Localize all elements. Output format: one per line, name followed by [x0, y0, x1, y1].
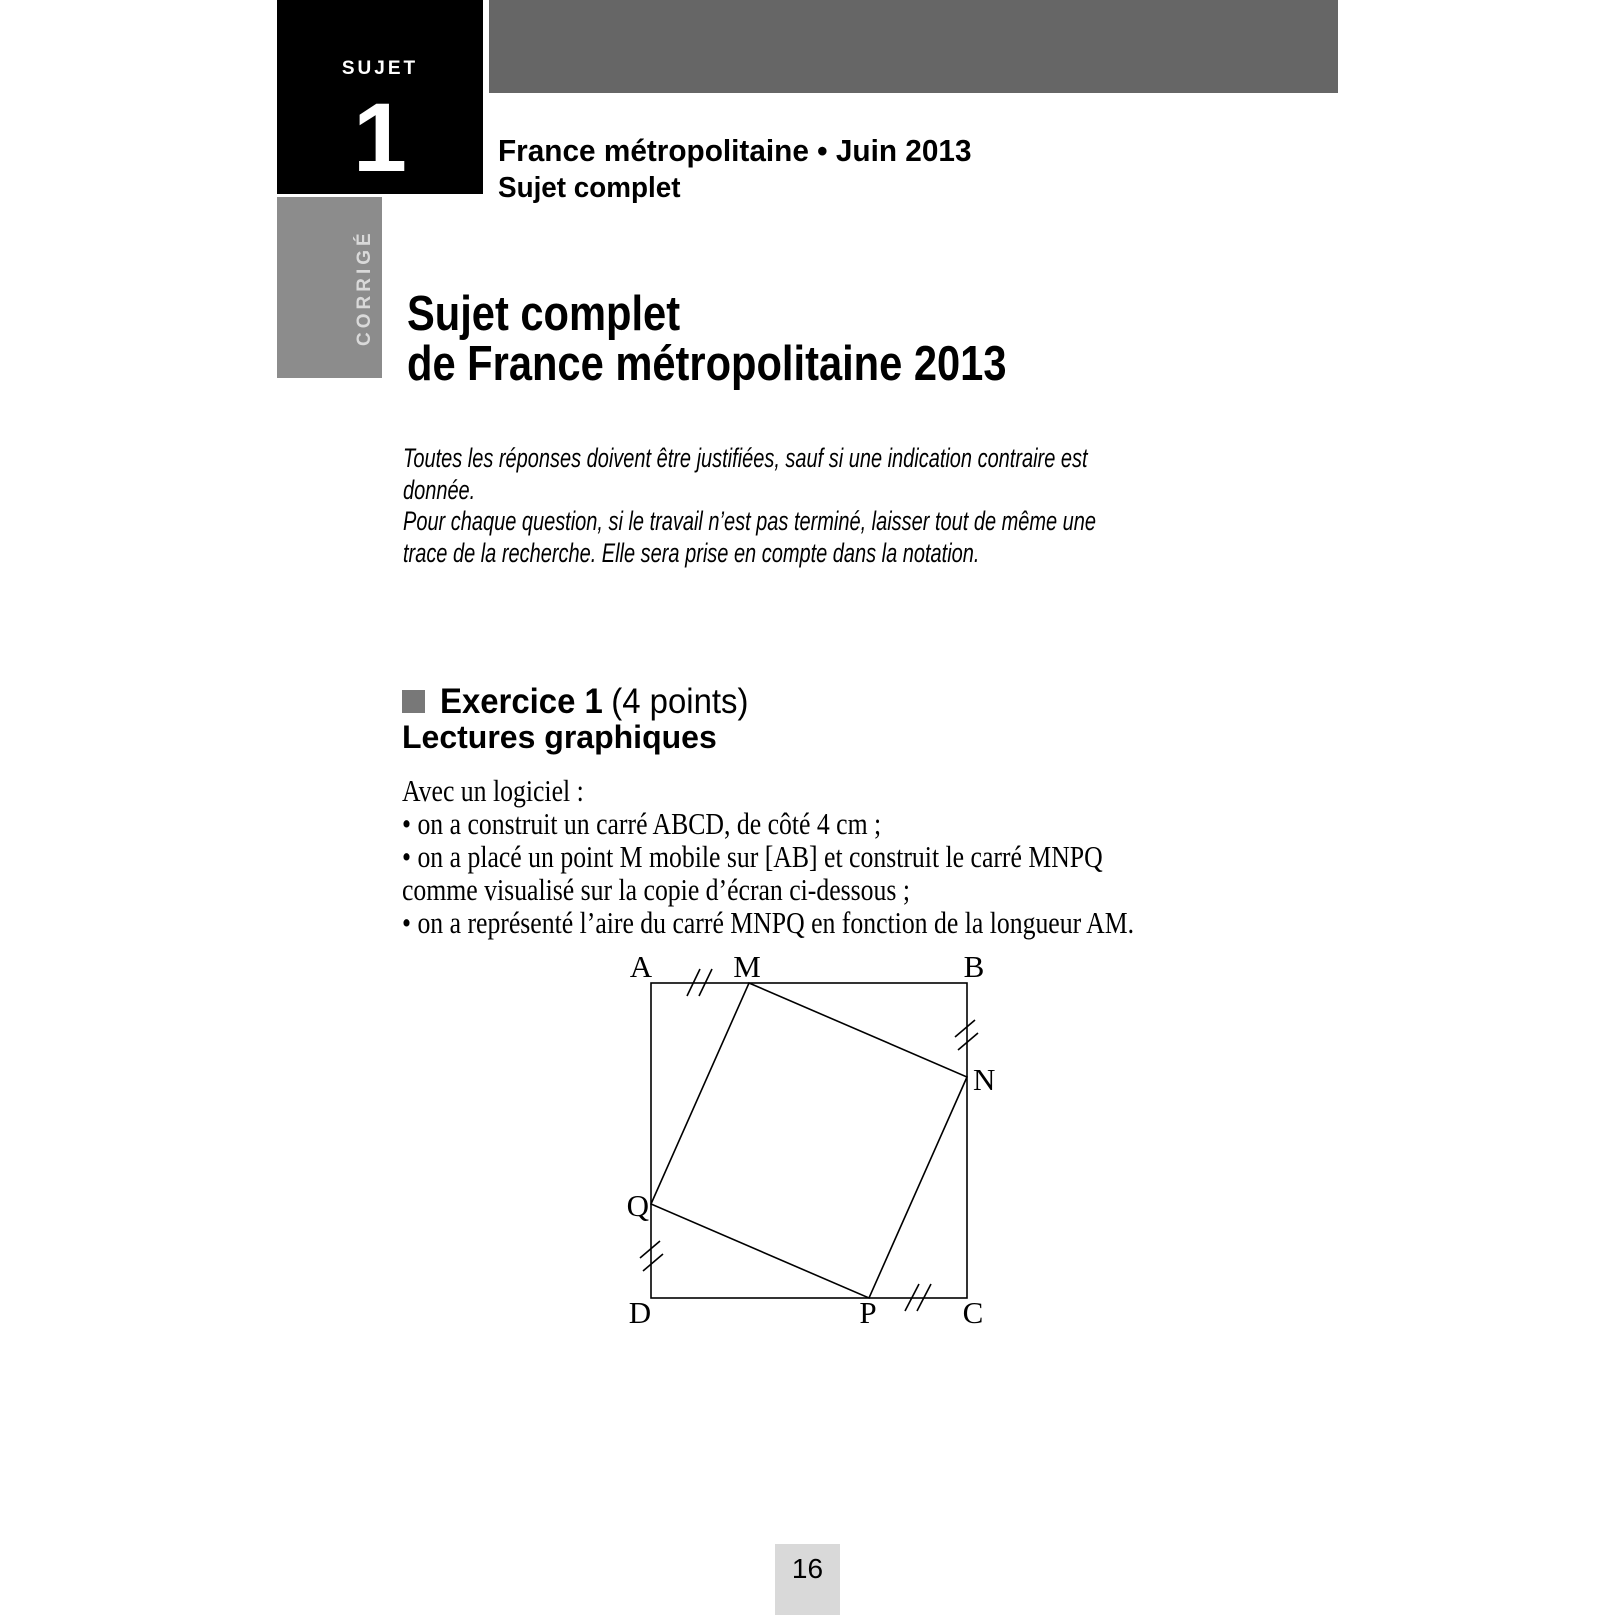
vertex-label-q: Q — [626, 1188, 649, 1223]
page-number-box — [775, 1544, 840, 1615]
sujet-tab — [277, 0, 483, 194]
vertex-label-n: N — [973, 1062, 996, 1097]
vertex-label-b: B — [963, 949, 985, 984]
exercise-bullet-square — [402, 690, 425, 713]
page-number: 16 — [791, 1553, 824, 1584]
sujet-tab-number: 1 — [353, 83, 407, 192]
exercise-body-text: Avec un logiciel : • on a construit un carré ABCD, de côté 4 cm ; • on a placé un point M mobile sur [AB] et construit le carré MNPQ comme visualisé sur la copie d’écran ci-dessous ; • on a représenté l’aire du carré MNPQ en fonction de la longueur AM. — [402, 773, 1135, 940]
outer-square-abcd — [651, 983, 967, 1298]
exercise-subheading: Lectures graphiques — [402, 719, 717, 755]
header-region-line: France métropolitaine • Juin 2013 — [498, 133, 972, 168]
vertex-label-d: D — [628, 1295, 652, 1330]
sujet-tab-label: SUJET — [341, 58, 419, 79]
top-gray-bar — [489, 0, 1338, 93]
exercise-heading-title: Exercice 1 — [440, 682, 603, 721]
vertex-label-a: A — [629, 949, 653, 984]
notice-text: Toutes les réponses doivent être justifiées, sauf si une indication contraire est donnée. Pour chaque question, si le travail n’est pas terminé, laisser tout de même une trace de la recherche. Elle sera prise en compte dans la notation. — [403, 443, 1097, 568]
page-title-line1: Sujet complet — [407, 287, 681, 341]
vertex-label-c: C — [962, 1295, 984, 1330]
header-subject-line: Sujet complet — [498, 172, 681, 204]
exercise-heading — [440, 682, 748, 722]
exercise-heading-points: (4 points) — [611, 682, 749, 721]
corrige-tab-label: CORRIGÉ — [354, 229, 375, 346]
inner-square-mnpq — [651, 983, 967, 1298]
geometry-figure — [600, 930, 1000, 1340]
page-title — [407, 289, 1007, 389]
vertex-label-p: P — [859, 1295, 877, 1330]
page-title-line2: de France métropolitaine 2013 — [407, 337, 1007, 391]
vertex-label-m: M — [733, 949, 761, 984]
corrige-tab — [277, 197, 382, 378]
